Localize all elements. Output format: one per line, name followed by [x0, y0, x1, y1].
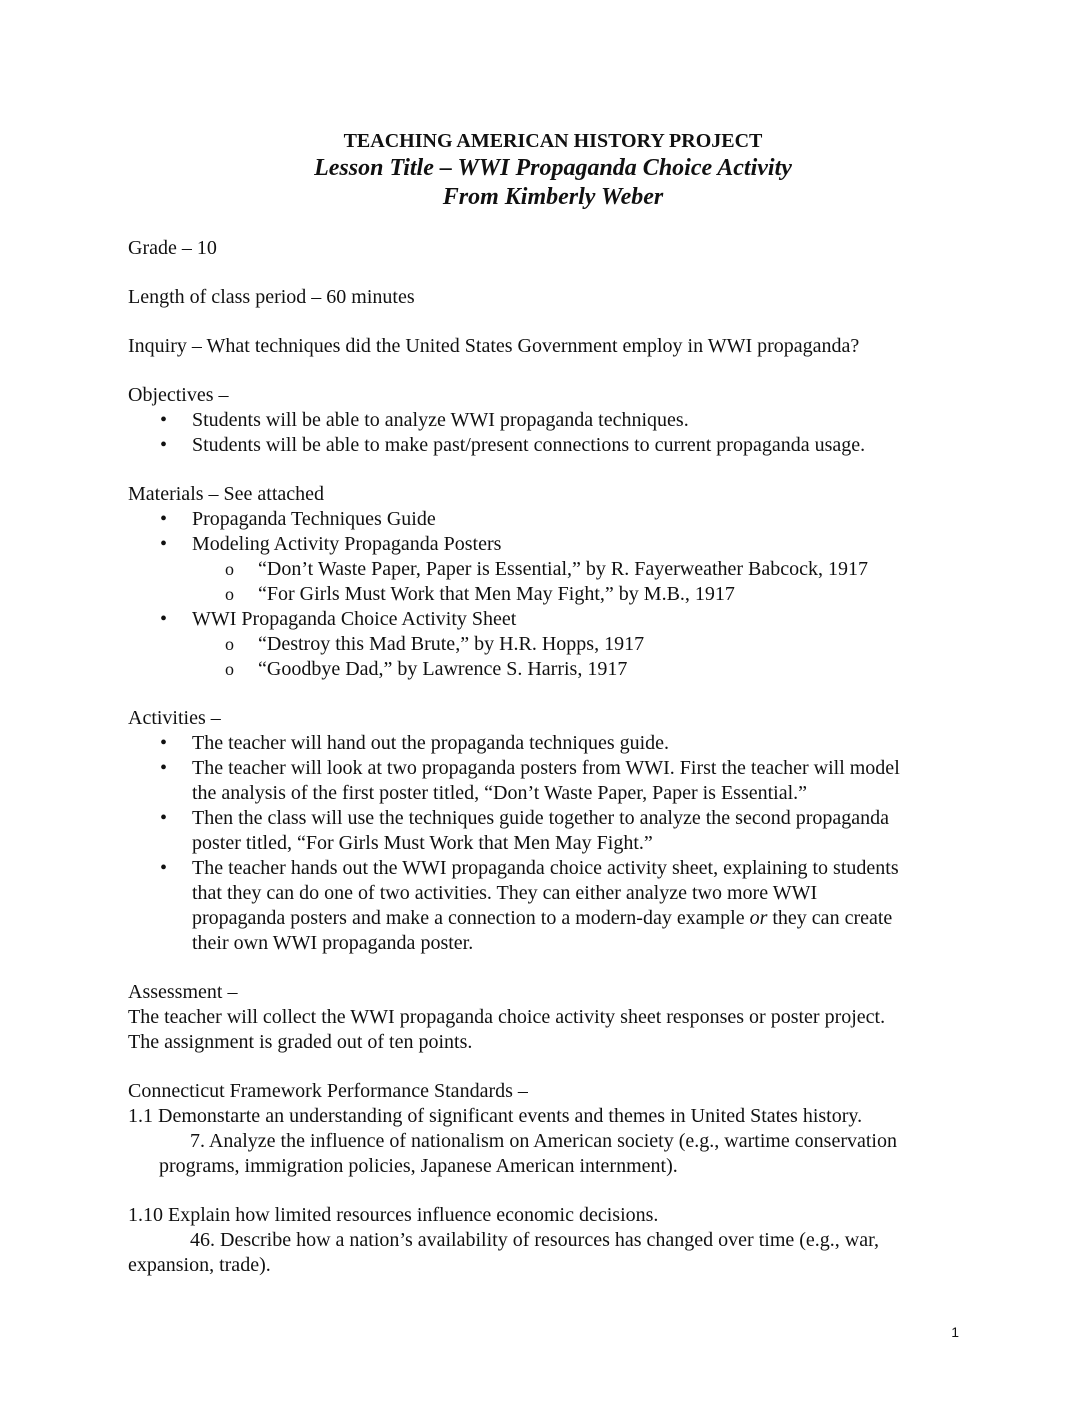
activities-section: [128, 706, 948, 956]
activity-item: [128, 731, 948, 756]
activity-text-part: they can create: [767, 907, 893, 929]
lesson-title: Lesson Title – WWI Propaganda Choice Activity: [314, 155, 792, 181]
activity-text-part: propaganda posters and make a connection to a modern-day example: [192, 907, 750, 929]
assessment-heading: Assessment –: [128, 981, 238, 1003]
emphasis-or: or: [749, 907, 768, 929]
material-subitem: o “Don’t Waste Paper, Paper is Essential,” by R. Fayerweather Babcock, 1917: [128, 557, 948, 582]
grade-line: Grade – 10: [128, 237, 217, 259]
assessment-text: The assignment is graded out of ten points.: [128, 1031, 473, 1053]
standard-item: 1.10 Explain how limited resources influence economic decisions.: [128, 1204, 659, 1226]
objective-item: • Students will be able to analyze WWI propaganda techniques.: [128, 408, 948, 433]
activity-item: [128, 856, 948, 956]
activity-text: • The teacher hands out the WWI propaganda choice activity sheet, explaining to students: [192, 857, 899, 879]
project-title: TEACHING AMERICAN HISTORY PROJECT: [343, 130, 763, 152]
assessment-text: The teacher will collect the WWI propaganda choice activity sheet responses or poster project.: [128, 1006, 886, 1028]
material-item: • Propaganda Techniques Guide: [128, 507, 948, 532]
standard-subitem: programs, immigration policies, Japanese American internment).: [159, 1155, 678, 1177]
document-header: [158, 128, 948, 212]
standard-item: 1.1 Demonstarte an understanding of significant events and themes in United States history.: [128, 1105, 863, 1127]
standard-subitem: 46. Describe how a nation’s availability of resources has changed over time (e.g., war,: [190, 1229, 879, 1251]
activity-text: The teacher will hand out the propaganda techniques guide.: [192, 732, 670, 754]
activity-text: • The teacher will look at two propaganda posters from WWI. First the teacher will model: [192, 757, 900, 779]
material-item: • WWI Propaganda Choice Activity Sheet: [128, 607, 948, 632]
activity-text: [192, 906, 948, 931]
activity-text: their own WWI propaganda poster.: [192, 932, 474, 954]
assessment-section: [128, 980, 948, 1055]
author-line: From Kimberly Weber: [442, 184, 664, 210]
material-subitem: o “Destroy this Mad Brute,” by H.R. Hopps, 1917: [128, 632, 948, 657]
activity-text: the analysis of the first poster titled, “Don’t Waste Paper, Paper is Essential.”: [192, 782, 808, 804]
objectives-list: [128, 408, 948, 458]
material-subitem: o “For Girls Must Work that Men May Fight,” by M.B., 1917: [128, 582, 948, 607]
class-length-line: Length of class period – 60 minutes: [128, 286, 415, 308]
materials-list: [128, 507, 948, 682]
objectives-heading: Objectives –: [128, 384, 229, 406]
objectives-section: [128, 383, 948, 458]
materials-heading: Materials – See attached: [128, 483, 325, 505]
materials-section: [128, 482, 948, 682]
standards-section: [128, 1079, 948, 1278]
page-number: 1: [951, 1324, 959, 1340]
standard-subitem: expansion, trade).: [128, 1254, 271, 1276]
objective-item: • Students will be able to make past/present connections to current propaganda usage.: [128, 433, 948, 458]
material-subitem: o “Goodbye Dad,” by Lawrence S. Harris, 1917: [128, 657, 948, 682]
activity-text: poster titled, “For Girls Must Work that Men May Fight.”: [192, 832, 653, 854]
activities-heading: Activities –: [128, 707, 221, 729]
activity-item: [128, 756, 948, 806]
activity-text: • Then the class will use the techniques guide together to analyze the second propaganda: [192, 807, 889, 829]
activity-text: that they can do one of two activities. They can either analyze two more WWI: [192, 882, 818, 904]
material-item: • Modeling Activity Propaganda Posters: [128, 532, 948, 557]
activities-list: [128, 731, 948, 956]
standard-subitem: 7. Analyze the influence of nationalism on American society (e.g., wartime conservation: [190, 1130, 897, 1152]
inquiry-line: Inquiry – What techniques did the United States Government employ in WWI propaganda?: [128, 335, 860, 357]
activity-item: [128, 806, 948, 856]
standards-heading: Connecticut Framework Performance Standards –: [128, 1080, 528, 1102]
